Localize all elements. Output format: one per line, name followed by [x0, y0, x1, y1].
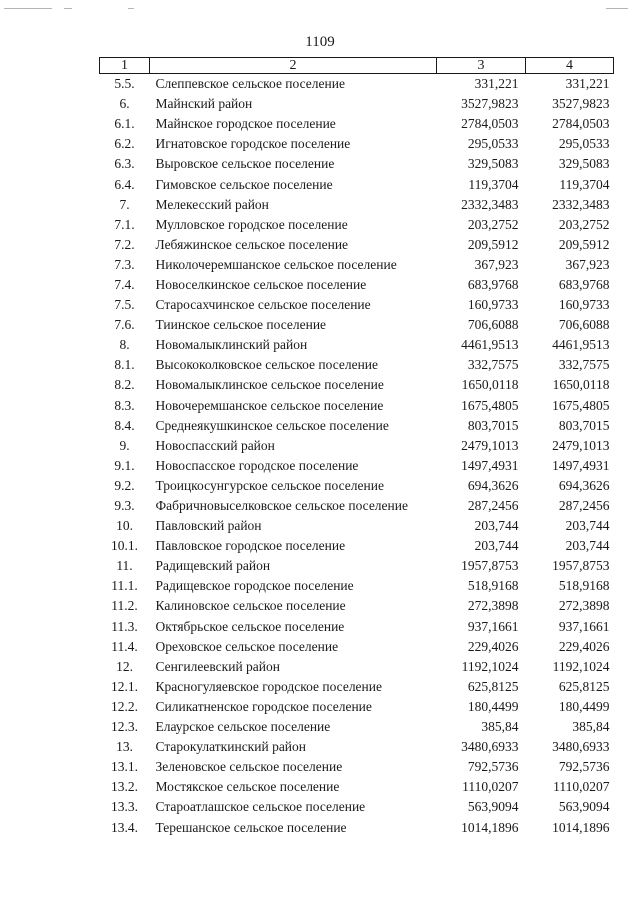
row-number: 13.2. [111, 779, 138, 795]
table-row [100, 536, 614, 556]
row-value-col4: 1650,0118 [552, 377, 610, 393]
table-row [100, 355, 614, 375]
row-value-col4: 203,2752 [558, 216, 610, 232]
table-row [100, 114, 614, 134]
row-value-col3: 4461,9513 [461, 337, 519, 353]
row-value-col3: 180,4499 [467, 698, 519, 714]
table-row [100, 657, 614, 677]
row-number: 13. [116, 739, 133, 755]
row-value-col4: 272,3898 [558, 598, 610, 614]
row-number: 7.2. [114, 236, 135, 252]
row-number: 9.2. [114, 477, 135, 493]
row-value-col4: 1497,4931 [552, 457, 610, 473]
row-name: Тиинское сельское поселение [155, 317, 327, 333]
row-number: 8.4. [114, 417, 135, 433]
row-value-col4: 1675,4805 [552, 397, 610, 413]
row-name: Слеппевское сельское поселение [155, 76, 345, 92]
row-value-col4: 385,84 [572, 719, 610, 735]
row-name: Игнатовское городское поселение [155, 136, 351, 152]
row-name: Староатлашское сельское поселение [155, 799, 366, 815]
row-name: Павловское городское поселение [155, 538, 346, 554]
table-row [100, 134, 614, 154]
row-name: Высококолковское сельское поселение [155, 357, 379, 373]
row-number: 7.4. [114, 276, 135, 292]
row-value-col4: 563,9094 [558, 799, 610, 815]
table-row [100, 737, 614, 757]
table-row [100, 677, 614, 697]
row-value-col4: 209,5912 [558, 236, 610, 252]
table-row [100, 335, 614, 355]
table-row [100, 516, 614, 536]
row-number: 8.1. [114, 357, 135, 373]
table-row [100, 255, 614, 275]
table-row [100, 596, 614, 616]
row-name: Новомалыклинское сельское поселение [155, 377, 384, 393]
row-value-col3: 385,84 [481, 719, 519, 735]
table-row [100, 275, 614, 295]
row-number: 12.2. [111, 698, 138, 714]
row-number: 6. [119, 96, 130, 112]
row-number: 13.4. [111, 819, 138, 835]
row-name: Николочеремшанское сельское поселение [155, 256, 397, 272]
row-name: Старосахчинское сельское поселение [155, 297, 371, 313]
row-value-col3: 694,3626 [467, 477, 519, 493]
table-row [100, 777, 614, 797]
row-value-col4: 2479,1013 [552, 437, 610, 453]
row-number: 10.1. [111, 538, 138, 554]
row-name: Майнский район [155, 96, 253, 112]
row-value-col4: 160,9733 [558, 297, 610, 313]
table-row [100, 174, 614, 194]
table-row [100, 757, 614, 777]
table-header [100, 58, 614, 74]
row-value-col3: 332,7575 [467, 357, 519, 373]
row-name: Фабричновыселковское сельское поселение [155, 498, 408, 514]
row-value-col4: 2332,3483 [552, 196, 610, 212]
row-name: Троицкосунгурское сельское поселение [155, 477, 384, 493]
row-number: 13.3. [111, 799, 138, 815]
row-value-col3: 367,923 [474, 256, 519, 272]
row-value-col4: 119,3704 [559, 176, 610, 192]
row-value-col3: 3527,9823 [461, 96, 519, 112]
row-name: Гимовское сельское поселение [155, 176, 333, 192]
row-value-col3: 683,9768 [467, 276, 519, 292]
row-value-col3: 209,5912 [467, 236, 519, 252]
row-value-col3: 3480,6933 [461, 739, 519, 755]
table-row [100, 315, 614, 335]
row-value-col3: 1192,1024 [461, 658, 519, 674]
scan-artifact [606, 8, 628, 9]
row-number: 7.6. [114, 317, 135, 333]
row-number: 13.1. [111, 759, 138, 775]
table-row [100, 637, 614, 657]
row-name: Среднеякушкинское сельское поселение [155, 417, 389, 433]
row-value-col3: 706,6088 [467, 317, 519, 333]
row-name: Лебяжинское сельское поселение [155, 236, 349, 252]
row-name: Калиновское сельское поселение [155, 598, 346, 614]
row-value-col4: 367,923 [565, 256, 610, 272]
row-number: 6.3. [114, 156, 135, 172]
table-row [100, 436, 614, 456]
row-value-col3: 1014,1896 [461, 819, 519, 835]
row-number: 11.1. [111, 578, 138, 594]
table-row [100, 797, 614, 817]
row-name: Радищевский район [155, 558, 271, 574]
table-row [100, 74, 614, 95]
row-name: Мостякское сельское поселение [155, 779, 340, 795]
row-value-col3: 203,744 [474, 538, 519, 554]
row-value-col3: 295,0533 [467, 136, 519, 152]
row-name: Мулловское городское поселение [155, 216, 348, 232]
row-name: Сенгилеевский район [155, 658, 280, 674]
page-number: 1109 [305, 34, 335, 50]
row-number: 8.2. [114, 377, 135, 393]
row-value-col4: 180,4499 [558, 698, 610, 714]
row-value-col3: 229,4026 [467, 638, 519, 654]
row-value-col4: 203,744 [565, 518, 610, 534]
row-value-col4: 4461,9513 [552, 337, 610, 353]
row-name: Выровское сельское поселение [155, 156, 335, 172]
row-value-col4: 2784,0503 [552, 116, 610, 132]
row-name: Мелекесский район [155, 196, 269, 212]
row-number: 9. [119, 437, 130, 453]
row-value-col4: 287,2456 [558, 498, 610, 514]
row-name: Павловский район [155, 518, 262, 534]
row-value-col4: 625,8125 [558, 678, 610, 694]
row-number: 11.3. [111, 618, 138, 634]
row-name: Ореховское сельское поселение [155, 638, 339, 654]
row-number: 7.1. [114, 216, 135, 232]
table-row [100, 396, 614, 416]
row-number: 5.5. [114, 76, 135, 92]
row-value-col3: 2332,3483 [461, 196, 519, 212]
table-row [100, 476, 614, 496]
header-col-4: 4 [526, 58, 614, 74]
table-row [100, 617, 614, 637]
table-row [100, 576, 614, 596]
table-row [100, 235, 614, 255]
row-number: 6.2. [114, 136, 135, 152]
table-row [100, 817, 614, 837]
row-value-col4: 295,0533 [558, 136, 610, 152]
row-value-col3: 329,5083 [467, 156, 519, 172]
row-number: 7. [119, 196, 130, 212]
row-number: 12. [116, 658, 133, 674]
row-value-col4: 937,1661 [558, 618, 610, 634]
row-number: 10. [116, 518, 133, 534]
row-value-col3: 272,3898 [467, 598, 519, 614]
row-value-col3: 1650,0118 [461, 377, 519, 393]
row-number: 11.2. [111, 598, 138, 614]
scan-artifact [4, 8, 52, 9]
row-value-col3: 518,9168 [467, 578, 519, 594]
table-row [100, 416, 614, 436]
header-col-2: 2 [150, 58, 437, 74]
table-row [100, 154, 614, 174]
row-name: Новоспасское городское поселение [155, 457, 359, 473]
row-name: Новочеремшанское сельское поселение [155, 397, 384, 413]
row-value-col4: 229,4026 [558, 638, 610, 654]
row-value-col3: 1675,4805 [461, 397, 519, 413]
scan-artifact [64, 8, 72, 9]
row-value-col3: 119,3704 [468, 176, 519, 192]
row-value-col4: 329,5083 [558, 156, 610, 172]
row-number: 6.4. [114, 176, 135, 192]
table-row [100, 456, 614, 476]
row-value-col3: 563,9094 [467, 799, 519, 815]
row-name: Силикатненское городское поселение [155, 698, 372, 714]
row-value-col4: 683,9768 [558, 276, 610, 292]
table-body [100, 74, 614, 838]
row-value-col4: 803,7015 [558, 417, 610, 433]
header-col-1: 1 [100, 58, 150, 74]
row-value-col4: 331,221 [565, 76, 610, 92]
row-value-col3: 203,2752 [467, 216, 519, 232]
row-name: Октябрьское сельское поселение [155, 618, 345, 634]
header-col-3: 3 [437, 58, 526, 74]
table-row [100, 195, 614, 215]
row-value-col3: 1497,4931 [461, 457, 519, 473]
row-name: Майнское городское поселение [155, 116, 336, 132]
row-value-col4: 332,7575 [558, 357, 610, 373]
row-name: Зеленовское сельское поселение [155, 759, 343, 775]
row-value-col4: 203,744 [565, 538, 610, 554]
row-number: 7.5. [114, 297, 135, 313]
row-value-col4: 706,6088 [558, 317, 610, 333]
table-row [100, 295, 614, 315]
row-value-col3: 287,2456 [467, 498, 519, 514]
row-value-col4: 1110,0207 [553, 779, 610, 795]
row-number: 7.3. [114, 256, 135, 272]
row-name: Новоселкинское сельское поселение [155, 276, 367, 292]
row-value-col3: 203,744 [474, 518, 519, 534]
table-row [100, 556, 614, 576]
row-name: Красногуляевское городское поселение [155, 678, 382, 694]
table-row [100, 375, 614, 395]
table-row [100, 496, 614, 516]
row-value-col3: 331,221 [474, 76, 519, 92]
row-value-col4: 3527,9823 [552, 96, 610, 112]
row-number: 12.1. [111, 678, 138, 694]
row-value-col3: 1957,8753 [461, 558, 519, 574]
row-number: 9.1. [114, 457, 135, 473]
row-value-col4: 1957,8753 [552, 558, 610, 574]
row-value-col3: 1110,0207 [462, 779, 519, 795]
row-value-col4: 518,9168 [558, 578, 610, 594]
row-value-col3: 937,1661 [467, 618, 519, 634]
row-number: 6.1. [114, 116, 135, 132]
row-number: 11. [116, 558, 133, 574]
row-number: 12.3. [111, 719, 138, 735]
table-row [100, 697, 614, 717]
row-value-col4: 1014,1896 [552, 819, 610, 835]
row-value-col4: 3480,6933 [552, 739, 610, 755]
row-value-col4: 792,5736 [558, 759, 610, 775]
row-name: Елаурское сельское поселение [155, 719, 331, 735]
row-value-col3: 160,9733 [467, 297, 519, 313]
row-value-col4: 1192,1024 [552, 658, 610, 674]
row-value-col3: 625,8125 [467, 678, 519, 694]
budget-table [99, 57, 614, 838]
row-value-col3: 2784,0503 [461, 116, 519, 132]
row-name: Терешанское сельское поселение [155, 819, 347, 835]
row-value-col4: 694,3626 [558, 477, 610, 493]
scan-artifact [128, 8, 134, 9]
row-name: Новомалыклинский район [155, 337, 308, 353]
row-number: 11.4. [111, 638, 138, 654]
table-row [100, 717, 614, 737]
row-number: 8.3. [114, 397, 135, 413]
row-name: Старокулаткинский район [155, 739, 307, 755]
table-row [100, 215, 614, 235]
row-name: Радищевское городское поселение [155, 578, 354, 594]
row-value-col3: 2479,1013 [461, 437, 519, 453]
table-row [100, 94, 614, 114]
row-value-col3: 803,7015 [467, 417, 519, 433]
row-number: 9.3. [114, 498, 135, 514]
row-value-col3: 792,5736 [467, 759, 519, 775]
row-name: Новоспасский район [155, 437, 275, 453]
row-number: 8. [119, 337, 130, 353]
